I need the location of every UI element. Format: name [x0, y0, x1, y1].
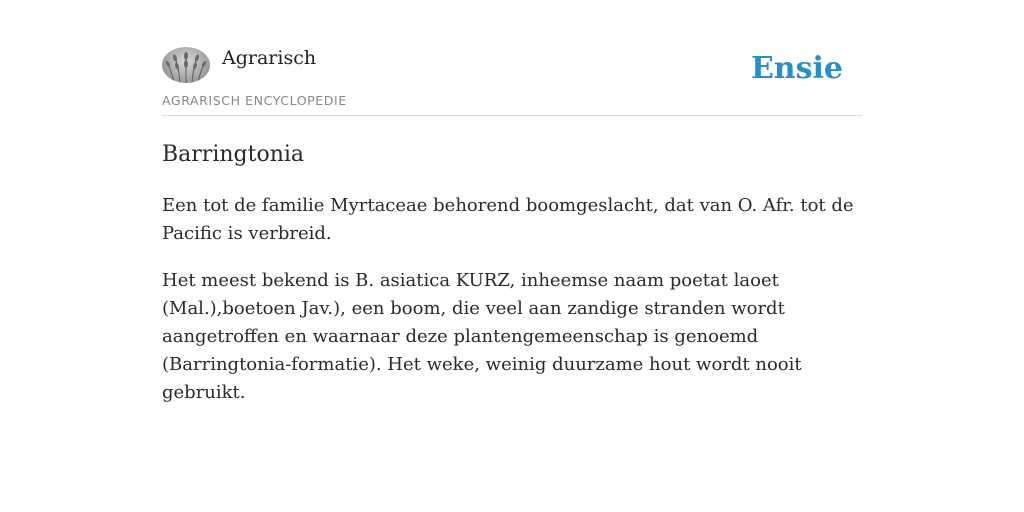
article-paragraph: Het meest bekend is B. asiatica KURZ, inheemse naam poetat laoet (Mal.),boetoen Jav.), een boom, die veel aan zandige stranden wordt aangetroffen en waarnaar deze plantengemeenschap is genoemd (Barringtonia-formatie). Het weke, weinig duurzame hout wordt nooit gebruikt.	[162, 270, 802, 403]
brand-subtitle: AGRARISCH ENCYCLOPEDIE	[162, 93, 347, 108]
page-container	[162, 0, 862, 403]
brand-title-link[interactable]: Agrarisch	[222, 47, 317, 69]
wheat-ears-icon[interactable]	[162, 47, 210, 83]
header	[162, 0, 862, 116]
article-title: Barringtonia	[162, 142, 305, 167]
article-body	[162, 192, 864, 426]
ensie-logo-link[interactable]: Ensie	[750, 51, 843, 86]
article-paragraph: Een tot de familie Myrtaceae behorend boomgeslacht, dat van O. Afr. tot de Pacific is verbreid.	[162, 195, 854, 244]
